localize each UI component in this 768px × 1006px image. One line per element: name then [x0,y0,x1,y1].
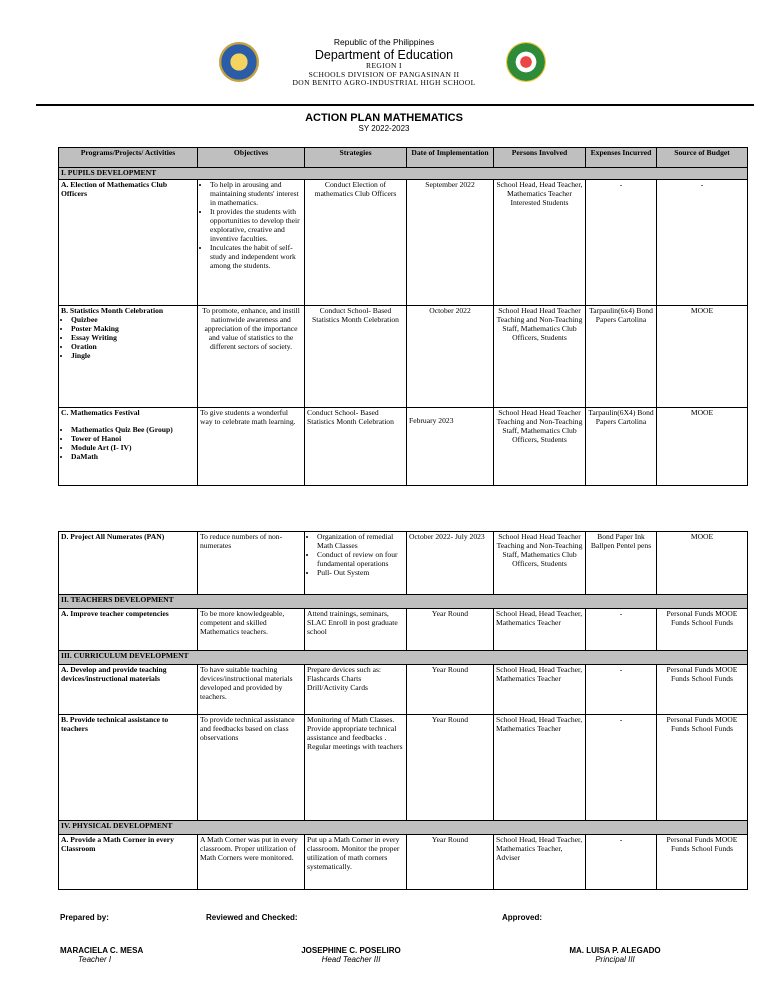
expenses-cell: Tarpaulin(6X4) Bond Papers Cartolina [586,407,657,485]
reviewed-name: JOSEPHINE C. POSELIRO [301,946,401,955]
col-persons: Persons Involved [494,148,586,168]
section-pupils-development [59,168,748,180]
budget-cell: MOOE [657,407,748,485]
persons-cell: School Head, Head Teacher, Mathematics Teacher [494,715,586,821]
program-cell: D. Project All Numerates (PAN) [59,532,198,595]
action-plan-table-1 [58,147,748,486]
col-budget: Source of Budget [657,148,748,168]
persons-cell: School Head, Head Teacher, Mathematics Teacher Interested Students [494,179,586,305]
budget-cell: Personal Funds MOOE Funds School Funds [657,665,748,715]
budget-cell: Personal Funds MOOE Funds School Funds [657,715,748,821]
approved-name: MA. LUISA P. ALEGADO [569,946,661,955]
budget-cell: - [657,179,748,305]
list-item: • Mathematics Quiz Bee (Group) [71,426,195,435]
persons-cell: School Head Head Teacher Teaching and Non-Teaching Staff, Mathematics Club Officers, Students [494,532,586,595]
strategies-cell: Conduct Election of mathematics Club Officers [305,179,407,305]
section-label: II. TEACHERS DEVELOPMENT [59,595,748,609]
program-title: B. Statistics Month Celebration [61,305,164,315]
list-item: • Organization of remedial Math Classes [317,533,404,551]
persons-cell: School Head, Head Teacher, Mathematics Teacher [494,665,586,715]
date-text: February 2023 [409,415,454,425]
list-item: • Inculcates the habit of self-study and independent work among the students. [210,244,302,271]
program-cell: B. Provide technical assistance to teachers [59,715,198,821]
date-cell: October 2022 [407,305,494,407]
strategies-cell [305,532,407,595]
document-title [0,112,768,133]
list-item: • Quizbee [71,316,195,325]
table-row [59,665,748,715]
budget-cell: MOOE [657,532,748,595]
program-title: C. Mathematics Festival [61,407,140,417]
table-header-row [59,148,748,168]
date-cell [407,407,494,485]
objectives-cell: To have suitable teaching devices/instructional materials developed and provided by teachers. [198,665,305,715]
date-cell: September 2022 [407,179,494,305]
title-sy: SY 2022-2023 [358,124,410,133]
date-cell: Year Round [407,835,494,890]
program-cell: A. Election of Mathematics Club Officers [59,179,198,305]
objectives-cell: To give students a wonderful way to celebrate math learning. [198,407,305,485]
list-item: • Tower of Hanoi [71,435,195,444]
prepared-title: Teacher I [78,955,112,964]
program-cell: A. Develop and provide teaching devices/instructional materials [59,665,198,715]
strategies-cell: Monitoring of Math Classes. Provide appropriate technical assistance and feedbacks . Regular meetings with teachers [305,715,407,821]
list-item: • Pull- Out System [317,569,404,578]
list-item: • It provides the students with opportunities to develop their explorative, creative and inventive faculties. [210,208,302,244]
list-item: • Oration [71,343,195,352]
date-cell: Year Round [407,665,494,715]
table-row [59,835,748,890]
expenses-cell: - [586,665,657,715]
program-cell: A. Improve teacher competencies [59,609,198,651]
strategies-cell: Prepare devices such as: Flashcards Charts Drill/Activity Cards [305,665,407,715]
program-cell [59,407,198,485]
col-objectives: Objectives [198,148,305,168]
persons-cell: School Head Head Teacher Teaching and Non-Teaching Staff, Mathematics Club Officers, Students [494,305,586,407]
date-cell: Year Round [407,715,494,821]
school-text: DON BENITO AGRO-INDUSTRIAL HIGH SCHOOL [292,78,476,88]
expenses-cell: - [586,179,657,305]
objectives-cell: To promote, enhance, and instill nationwide awareness and appreciation of the importance and value of statistics to the different sectors of society. [198,305,305,407]
section-label: III. CURRICULUM DEVELOPMENT [59,651,748,665]
budget-cell: Personal Funds MOOE Funds School Funds [657,609,748,651]
section-physical-development [59,821,748,835]
table-row [59,532,748,595]
title-main: ACTION PLAN MATHEMATICS [305,112,463,124]
prepared-name: MARACIELA C. MESA [60,946,144,955]
list-item: • Essay Writing [71,334,195,343]
program-cell [59,305,198,407]
reviewed-signatory [296,946,406,964]
document-header [0,38,768,88]
col-strategies: Strategies [305,148,407,168]
persons-cell: School Head, Head Teacher, Mathematics Teacher, Adviser [494,835,586,890]
table-row [59,715,748,821]
objectives-cell: To be more knowledgeable, competent and skilled Mathematics teachers. [198,609,305,651]
reviewed-title: Head Teacher III [321,955,381,964]
persons-cell: School Head Head Teacher Teaching and Non-Teaching Staff, Mathematics Club Officers, Students [494,407,586,485]
list-item: • To help in arousing and maintaining students' interest in mathematics. [210,181,302,208]
col-programs: Programs/Projects/ Activities [59,148,198,168]
list-item: • Poster Making [71,325,195,334]
division-text: SCHOOLS DIVISION OF PANGASINAN II [308,69,460,79]
objectives-cell: A Math Corner was put in every classroom. Proper utilization of Math Corners were monitored. [198,835,305,890]
section-teachers-development [59,595,748,609]
list-item: • DaMath [71,453,195,462]
col-date: Date of Implementation [407,148,494,168]
strategies-cell: Put up a Math Corner in every classroom. Monitor the proper utilization of math corners systematically. [305,835,407,890]
section-label: IV. PHYSICAL DEVELOPMENT [59,821,748,835]
expenses-cell: Tarpaulin(6x4) Bond Papers Cartolina [586,305,657,407]
reviewed-label: Reviewed and Checked: [206,913,298,922]
prepared-label: Prepared by: [60,913,109,922]
program-cell: A. Provide a Math Corner in every Classroom [59,835,198,890]
list-item: • Conduct of review on four fundamental operations [317,551,404,569]
action-plan-table-2 [58,531,748,890]
objectives-cell: To reduce numbers of non-numerates [198,532,305,595]
strategies-cell: Attend trainings, seminars, SLAC Enroll in post graduate school [305,609,407,651]
table-row [59,407,748,485]
table-row [59,179,748,305]
section-label: I. PUPILS DEVELOPMENT [59,168,748,180]
header-divider [36,104,754,106]
table-row [59,609,748,651]
table-row [59,305,748,407]
list-item: • Module Art (I- IV) [71,444,195,453]
persons-cell: School Head, Head Teacher, Mathematics Teacher [494,609,586,651]
strategies-cell: Conduct School- Based Statistics Month Celebration [305,407,407,485]
strategies-cell: Conduct School- Based Statistics Month Celebration [305,305,407,407]
approved-label: Approved: [502,913,542,922]
list-item: • Jingle [71,352,195,361]
expenses-cell: - [586,835,657,890]
region-text: REGION I [366,61,402,71]
section-curriculum-development [59,651,748,665]
budget-cell: MOOE [657,305,748,407]
objectives-cell: To provide technical assistance and feedbacks based on class observations [198,715,305,821]
approved-title: Principal III [595,955,635,964]
expenses-cell: - [586,715,657,821]
expenses-cell: - [586,609,657,651]
department-text: Department of Education [314,47,454,62]
republic-text: Republic of the Philippines [333,37,435,47]
prepared-signatory [60,946,143,964]
date-cell: October 2022- July 2023 [407,532,494,595]
budget-cell: Personal Funds MOOE Funds School Funds [657,835,748,890]
approved-signatory [560,946,670,964]
expenses-cell: Bond Paper Ink Ballpen Pentel pens [586,532,657,595]
date-cell: Year Round [407,609,494,651]
col-expenses: Expenses Incurred [586,148,657,168]
objectives-cell [198,179,305,305]
